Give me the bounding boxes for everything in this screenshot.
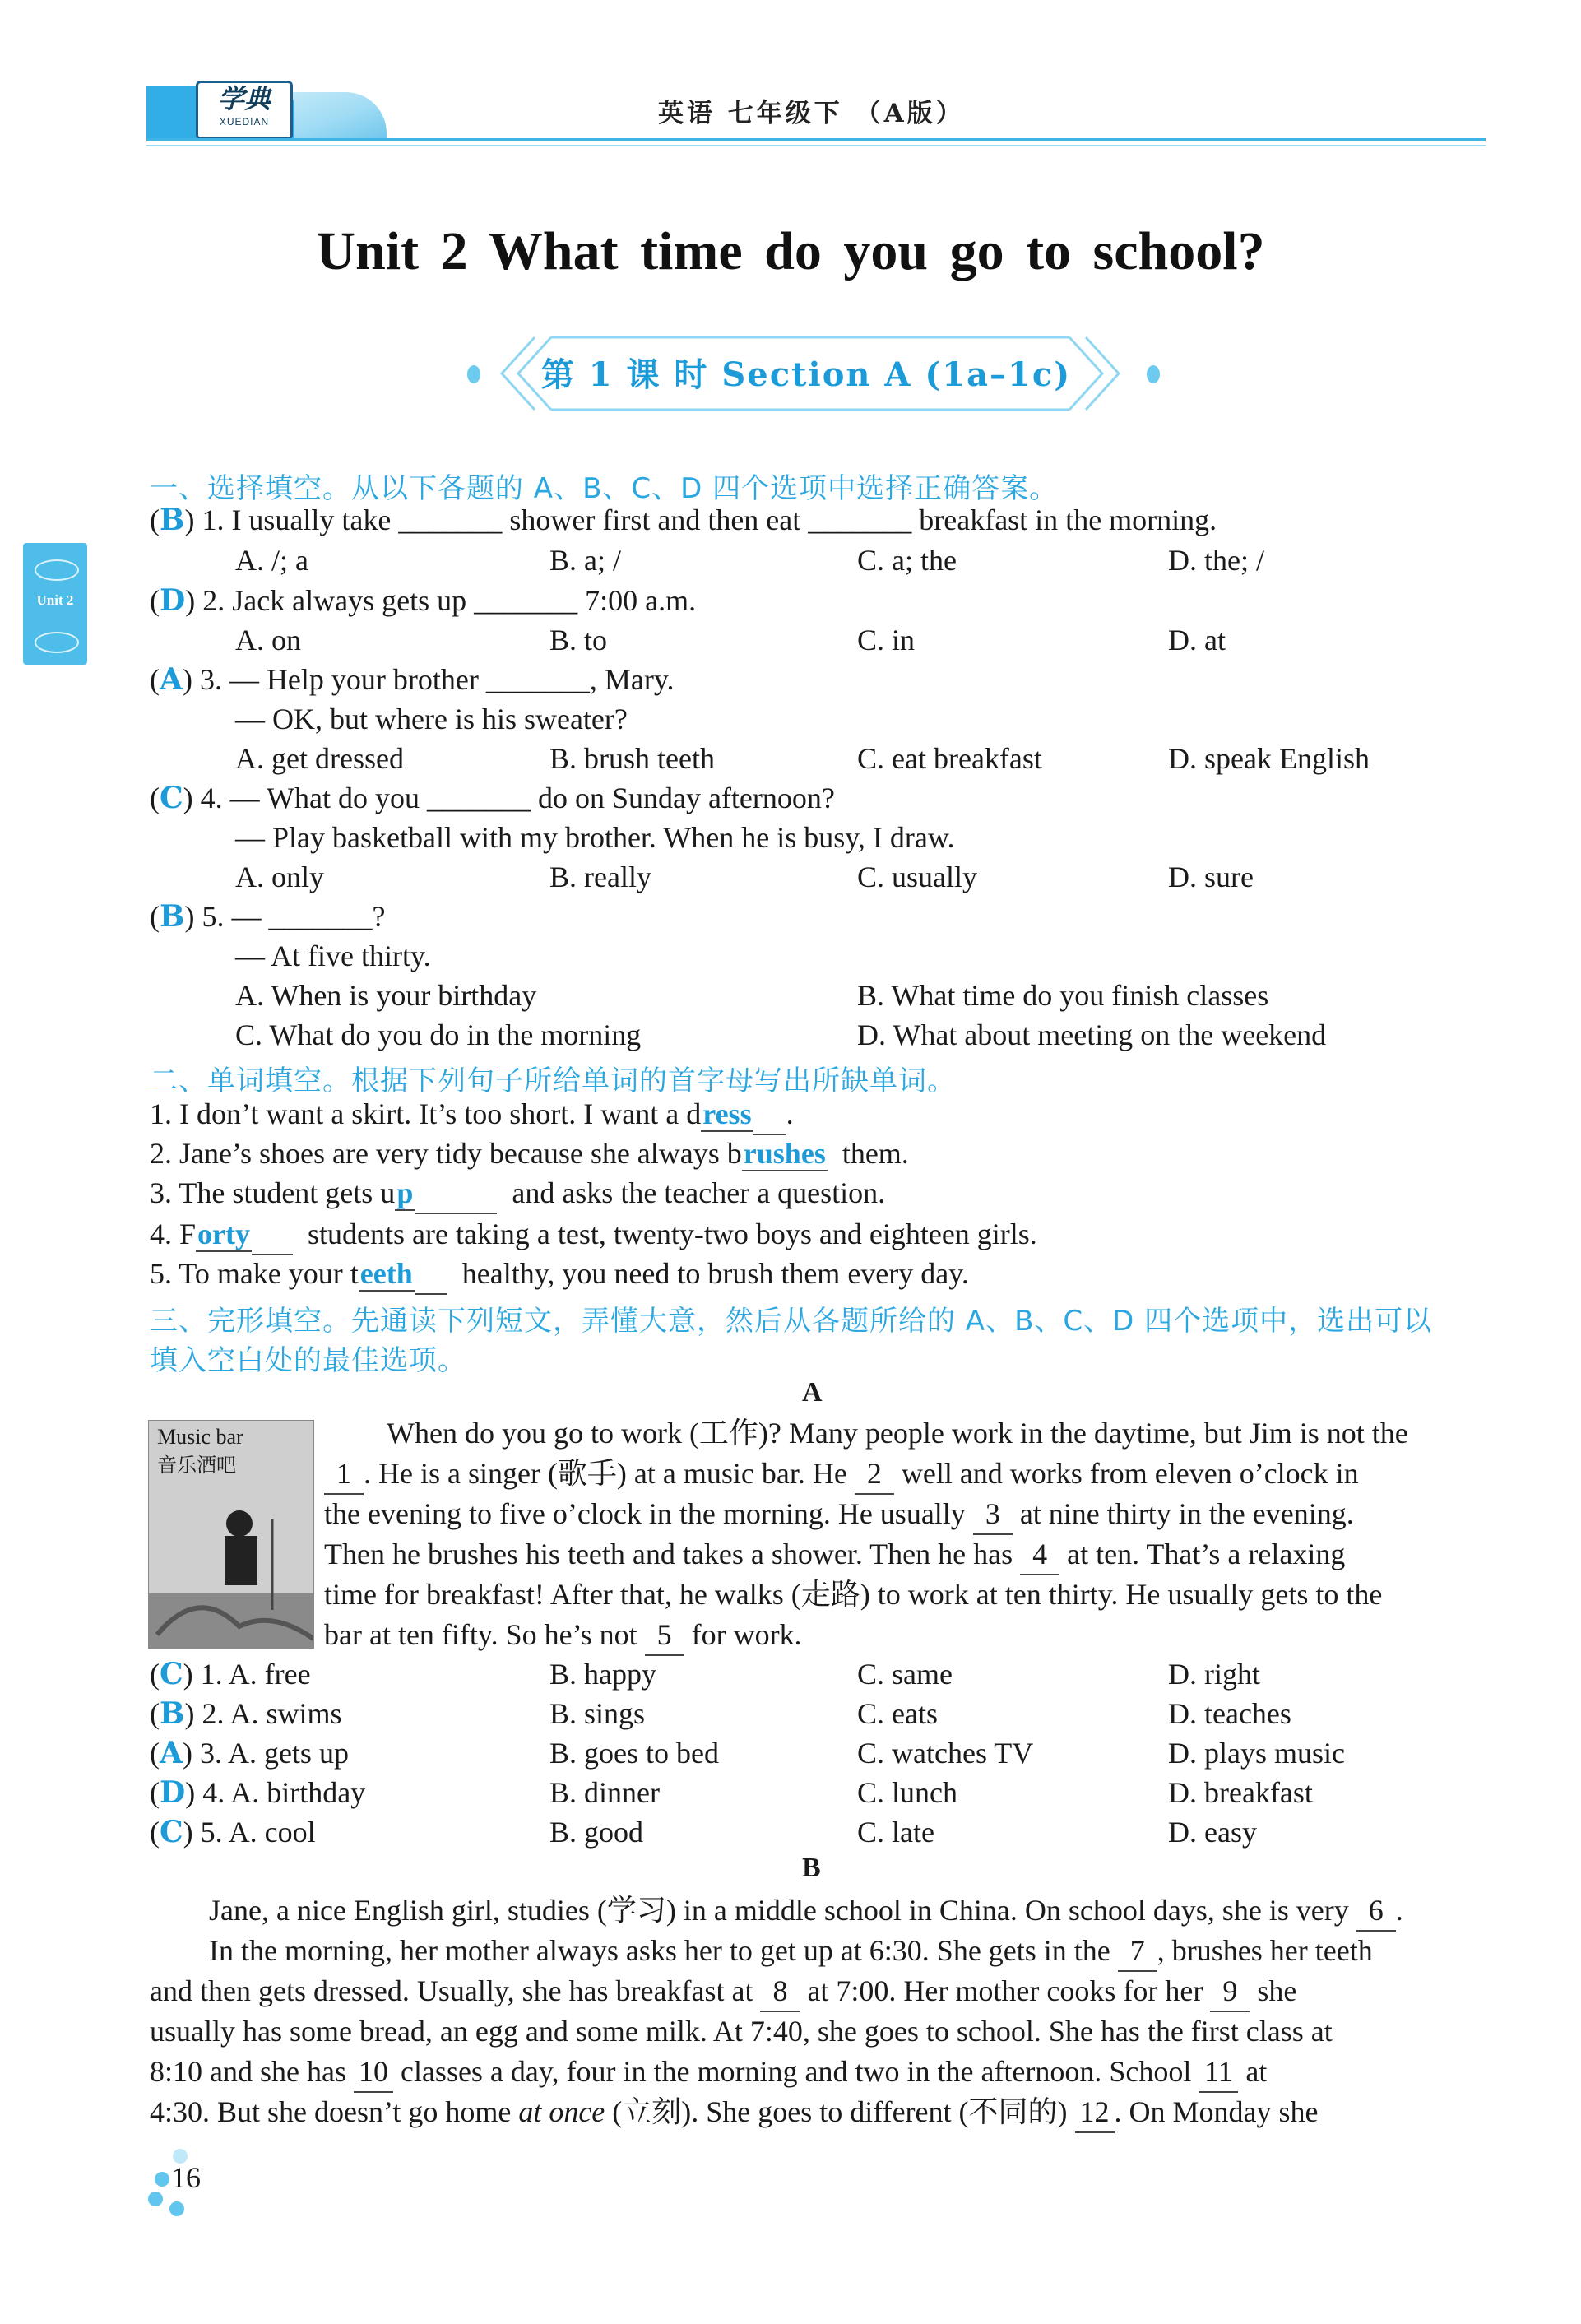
blank-number: 11 (1198, 2052, 1238, 2093)
tab-ornament-icon (35, 632, 79, 653)
blank-number: 10 (354, 2052, 393, 2093)
lesson-heading: 第 1 课 时 Section A (1a–1c) (540, 355, 1072, 394)
blank-number: 5 (645, 1615, 684, 1656)
option-b: B. sings (549, 1697, 646, 1730)
option-b: B. happy (549, 1658, 656, 1691)
question-text: 4. — What do you _______ do on Sunday afternoon? (200, 782, 835, 814)
hex-decoration-icon (169, 2201, 184, 2216)
blank-number: 6 (1356, 1890, 1396, 1932)
passage-text: (立刻). She goes to different (不同的) (612, 2095, 1068, 2128)
option-b: B. good (549, 1816, 644, 1849)
option-c: C. same (857, 1658, 953, 1691)
answer-line (415, 1173, 497, 1214)
question-4: (C) 4. — What do you _______ do on Sunday afternoon? (150, 781, 835, 815)
answer-line (753, 1094, 786, 1135)
sentence-text: students are taking a test, twenty-two boys and eighteen girls. (308, 1218, 1037, 1250)
section-2-heading: 二、单词填空。根据下列句子所给单词的首字母写出所缺单词。 (150, 1065, 956, 1097)
option-d: D. the; / (1168, 544, 1264, 577)
cloze-answer-3: (A) 3. A. gets up (150, 1736, 349, 1770)
sentence-text: 5. To make your t (150, 1257, 359, 1290)
passage-text: and then gets dressed. Usually, she has breakfast at (150, 1974, 753, 2007)
band-dot-icon (467, 365, 480, 383)
blank-number: 8 (760, 1971, 800, 2012)
filled-answer: ress (702, 1097, 752, 1130)
answer-mark: C (160, 1815, 183, 1849)
band-dot-icon (1147, 365, 1160, 383)
cloze-answer-5: (C) 5. A. cool (150, 1815, 316, 1849)
option-b: B. goes to bed (549, 1737, 719, 1770)
page-number: 16 (171, 2161, 201, 2194)
option-c: C. What do you do in the morning (235, 1018, 642, 1051)
answer-mark: A (160, 662, 183, 697)
option-b: B. to (549, 624, 608, 656)
sentence-text: 3. The student gets u (150, 1176, 396, 1209)
option-c: C. a; the (857, 544, 957, 577)
option-a: A. on (235, 624, 301, 656)
passage-b-line: Jane, a nice English girl, studies (学习) in a middle school in China. On school days, she is very 6 . (209, 1890, 1403, 1932)
passage-text: Jane, a nice English girl, studies (学习) in a middle school in China. On school days, she is very (209, 1894, 1349, 1927)
word-fill-5 (150, 1254, 969, 1295)
sentence-text: 1. I don’t want a skirt. It’s too short. I want a d (150, 1097, 702, 1130)
option-d: D. sure (1168, 860, 1254, 893)
answer-line (415, 1254, 447, 1295)
question-text: 5. — _______? (202, 900, 386, 933)
music-bar-illustration (148, 1420, 314, 1649)
passage-text: classes a day, four in the morning and two in the afternoon. School (400, 2055, 1192, 2088)
passage-a-line: time for breakfast! After that, he walks (走路) to work at ten thirty. He usually gets to the (324, 1578, 1383, 1611)
passage-text: bar at ten fifty. So he’s not (324, 1618, 638, 1651)
passage-text: 4:30. But she doesn’t go home (150, 2095, 512, 2128)
header-rule-thin (146, 145, 1486, 146)
unit-side-tab-label: Unit 2 (36, 592, 74, 608)
header-rule (146, 138, 1486, 141)
passage-b-line (150, 2092, 1319, 2133)
blank-number: 4 (1020, 1534, 1059, 1575)
option-c: C. eats (857, 1697, 938, 1730)
word-fill-2 (150, 1134, 909, 1173)
question-text: 1. I usually take _______ shower first and then eat _______ breakfast in the morning. (202, 503, 1217, 536)
option-c: C. usually (857, 860, 978, 893)
option-d: D. breakfast (1168, 1776, 1313, 1809)
answer-line (252, 1214, 293, 1255)
hex-decoration-icon (155, 2172, 169, 2187)
question-text-2: — At five thirty. (235, 939, 431, 972)
blank-number: 12 (1075, 2092, 1115, 2133)
option-a: A. only (235, 860, 324, 893)
passage-b-line: usually has some bread, an egg and some milk. At 7:40, she goes to school. She has the first class at (150, 2015, 1333, 2048)
option-b: B. dinner (549, 1776, 660, 1809)
answer-mark: C (160, 781, 183, 815)
question-3: (A) 3. — Help your brother _______, Mary. (150, 662, 675, 697)
section-3-heading: 三、完形填空。先通读下列短文，弄懂大意，然后从各题所给的 A、B、C、D 四个选项中，选出可以 (150, 1305, 1433, 1338)
answer-mark: B (160, 899, 185, 934)
option-c: C. lunch (857, 1776, 957, 1809)
question-1: (B) 1. I usually take _______ shower first and then eat _______ breakfast in the morning. (150, 503, 1217, 537)
question-5: (B) 5. — _______? (150, 899, 386, 934)
option-d: D. teaches (1168, 1697, 1291, 1730)
brand-logo (196, 81, 293, 140)
option-a: A. get dressed (235, 742, 404, 775)
answer-mark: B (160, 503, 185, 537)
filled-answer: orty (197, 1218, 250, 1250)
passage-text: In the morning, her mother always asks her to get up at 6:30. She gets in the (209, 1934, 1110, 1967)
header-subject: 英语 七年级下 （A版） (658, 99, 965, 128)
option-b: B. a; / (549, 544, 621, 577)
blank-number: 7 (1118, 1931, 1157, 1972)
passage-text: for work. (691, 1618, 802, 1651)
page-title: Unit 2 What time do you go to school? (316, 221, 1265, 281)
passage-text: the evening to five o’clock in the morning. He usually (324, 1497, 966, 1530)
option-d: D. at (1168, 624, 1226, 656)
sentence-text: and asks the teacher a question. (512, 1176, 886, 1209)
option-d: D. speak English (1168, 742, 1370, 775)
passage-a-line: When do you go to work (工作)? Many people work in the daytime, but Jim is not the (387, 1417, 1408, 1450)
passage-text: at (1245, 2055, 1268, 2088)
filled-answer: eeth (359, 1257, 413, 1290)
passage-text: , brushes her teeth (1157, 1934, 1373, 1967)
answer-mark: C (160, 1657, 183, 1691)
option-b: B. really (549, 860, 651, 893)
passage-a-line (324, 1615, 802, 1656)
blank-number: 2 (855, 1454, 894, 1495)
section-1-heading: 一、选择填空。从以下各题的 A、B、C、D 四个选项中选择正确答案。 (150, 472, 1059, 505)
blank-number: 1 (324, 1454, 364, 1495)
passage-a-label: A (802, 1377, 823, 1408)
passage-a-line (324, 1494, 1354, 1535)
option-a: 3. A. gets up (199, 1737, 349, 1770)
sentence-text: 2. Jane’s shoes are very tidy because she always b (150, 1137, 742, 1170)
option-a: 2. A. swims (202, 1697, 342, 1730)
passage-text: at 7:00. Her mother cooks for her (807, 1974, 1203, 2007)
sentence-text: healthy, you need to brush them every day. (461, 1257, 969, 1290)
question-text-2: — OK, but where is his sweater? (235, 703, 628, 735)
passage-text: . He is a singer (歌手) at a music bar. He (364, 1457, 847, 1490)
italic-phrase: at once (518, 2095, 605, 2128)
passage-b-line (209, 1931, 1373, 1972)
option-a: 4. A. birthday (202, 1776, 366, 1809)
passage-a-line (324, 1534, 1345, 1575)
passage-text: she (1257, 1974, 1297, 2007)
option-c: C. eat breakfast (857, 742, 1042, 775)
brand-logo-subtext: XUEDIAN (219, 116, 270, 128)
answer-mark: D (160, 1775, 186, 1810)
question-2: (D) 2. Jack always gets up _______ 7:00 a.m. (150, 583, 697, 618)
answer-mark: A (160, 1736, 183, 1770)
passage-text: Then he brushes his teeth and takes a shower. Then he has (324, 1538, 1013, 1570)
option-c: C. watches TV (857, 1737, 1034, 1770)
sentence-text: them. (842, 1137, 909, 1170)
passage-text: 8:10 and she has (150, 2055, 346, 2088)
passage-b-line (150, 2052, 1267, 2093)
word-fill-1 (150, 1094, 794, 1135)
sentence-text: . (786, 1097, 794, 1130)
option-d: D. What about meeting on the weekend (857, 1018, 1327, 1051)
option-d: D. plays music (1168, 1737, 1345, 1770)
option-a: A. When is your birthday (235, 979, 537, 1012)
cloze-answer-2: (B) 2. A. swims (150, 1696, 342, 1731)
option-a: 1. A. free (200, 1658, 311, 1691)
answer-mark: B (160, 1696, 185, 1731)
option-b: B. brush teeth (549, 742, 715, 775)
passage-text: at ten. That’s a relaxing (1067, 1538, 1346, 1570)
hex-decoration-icon (148, 2192, 163, 2206)
passage-b-label: B (802, 1853, 821, 1883)
unit-side-tab (23, 543, 87, 665)
passage-text: . On Monday she (1114, 2095, 1319, 2128)
option-a: A. /; a (235, 544, 308, 577)
brand-logo-text: 学典 (217, 83, 271, 114)
filled-answer: rushes (743, 1137, 826, 1170)
passage-text: at nine thirty in the evening. (1019, 1497, 1354, 1530)
option-b: B. What time do you finish classes (857, 979, 1269, 1012)
passage-b-line (150, 1971, 1296, 2012)
word-fill-4 (150, 1214, 1037, 1255)
cloze-answer-1: (C) 1. A. free (150, 1657, 311, 1691)
option-a: 5. A. cool (200, 1816, 316, 1849)
option-d: D. easy (1168, 1816, 1257, 1849)
answer-mark: D (160, 583, 186, 618)
cloze-answer-4: (D) 4. A. birthday (150, 1775, 366, 1810)
section-3-heading-cont: 填入空白处的最佳选项。 (150, 1344, 466, 1377)
word-fill-3 (150, 1173, 885, 1214)
question-text: 2. Jack always gets up _______ 7:00 a.m. (202, 584, 697, 617)
option-c: C. late (857, 1816, 934, 1849)
option-c: C. in (857, 624, 916, 656)
tab-ornament-icon (35, 559, 79, 581)
sentence-text: 4. F (150, 1218, 197, 1250)
passage-a-line (324, 1454, 1359, 1495)
image-caption: Music bar (157, 1425, 243, 1449)
question-text-2: — Play basketball with my brother. When he is busy, I draw. (235, 821, 955, 854)
filled-answer: p (396, 1176, 414, 1209)
image-caption: 音乐酒吧 (157, 1454, 236, 1477)
option-d: D. right (1168, 1658, 1260, 1691)
passage-text: well and works from eleven o’clock in (901, 1457, 1359, 1490)
blank-number: 9 (1210, 1971, 1250, 2012)
blank-number: 3 (973, 1494, 1013, 1535)
question-text: 3. — Help your brother _______, Mary. (199, 663, 675, 696)
